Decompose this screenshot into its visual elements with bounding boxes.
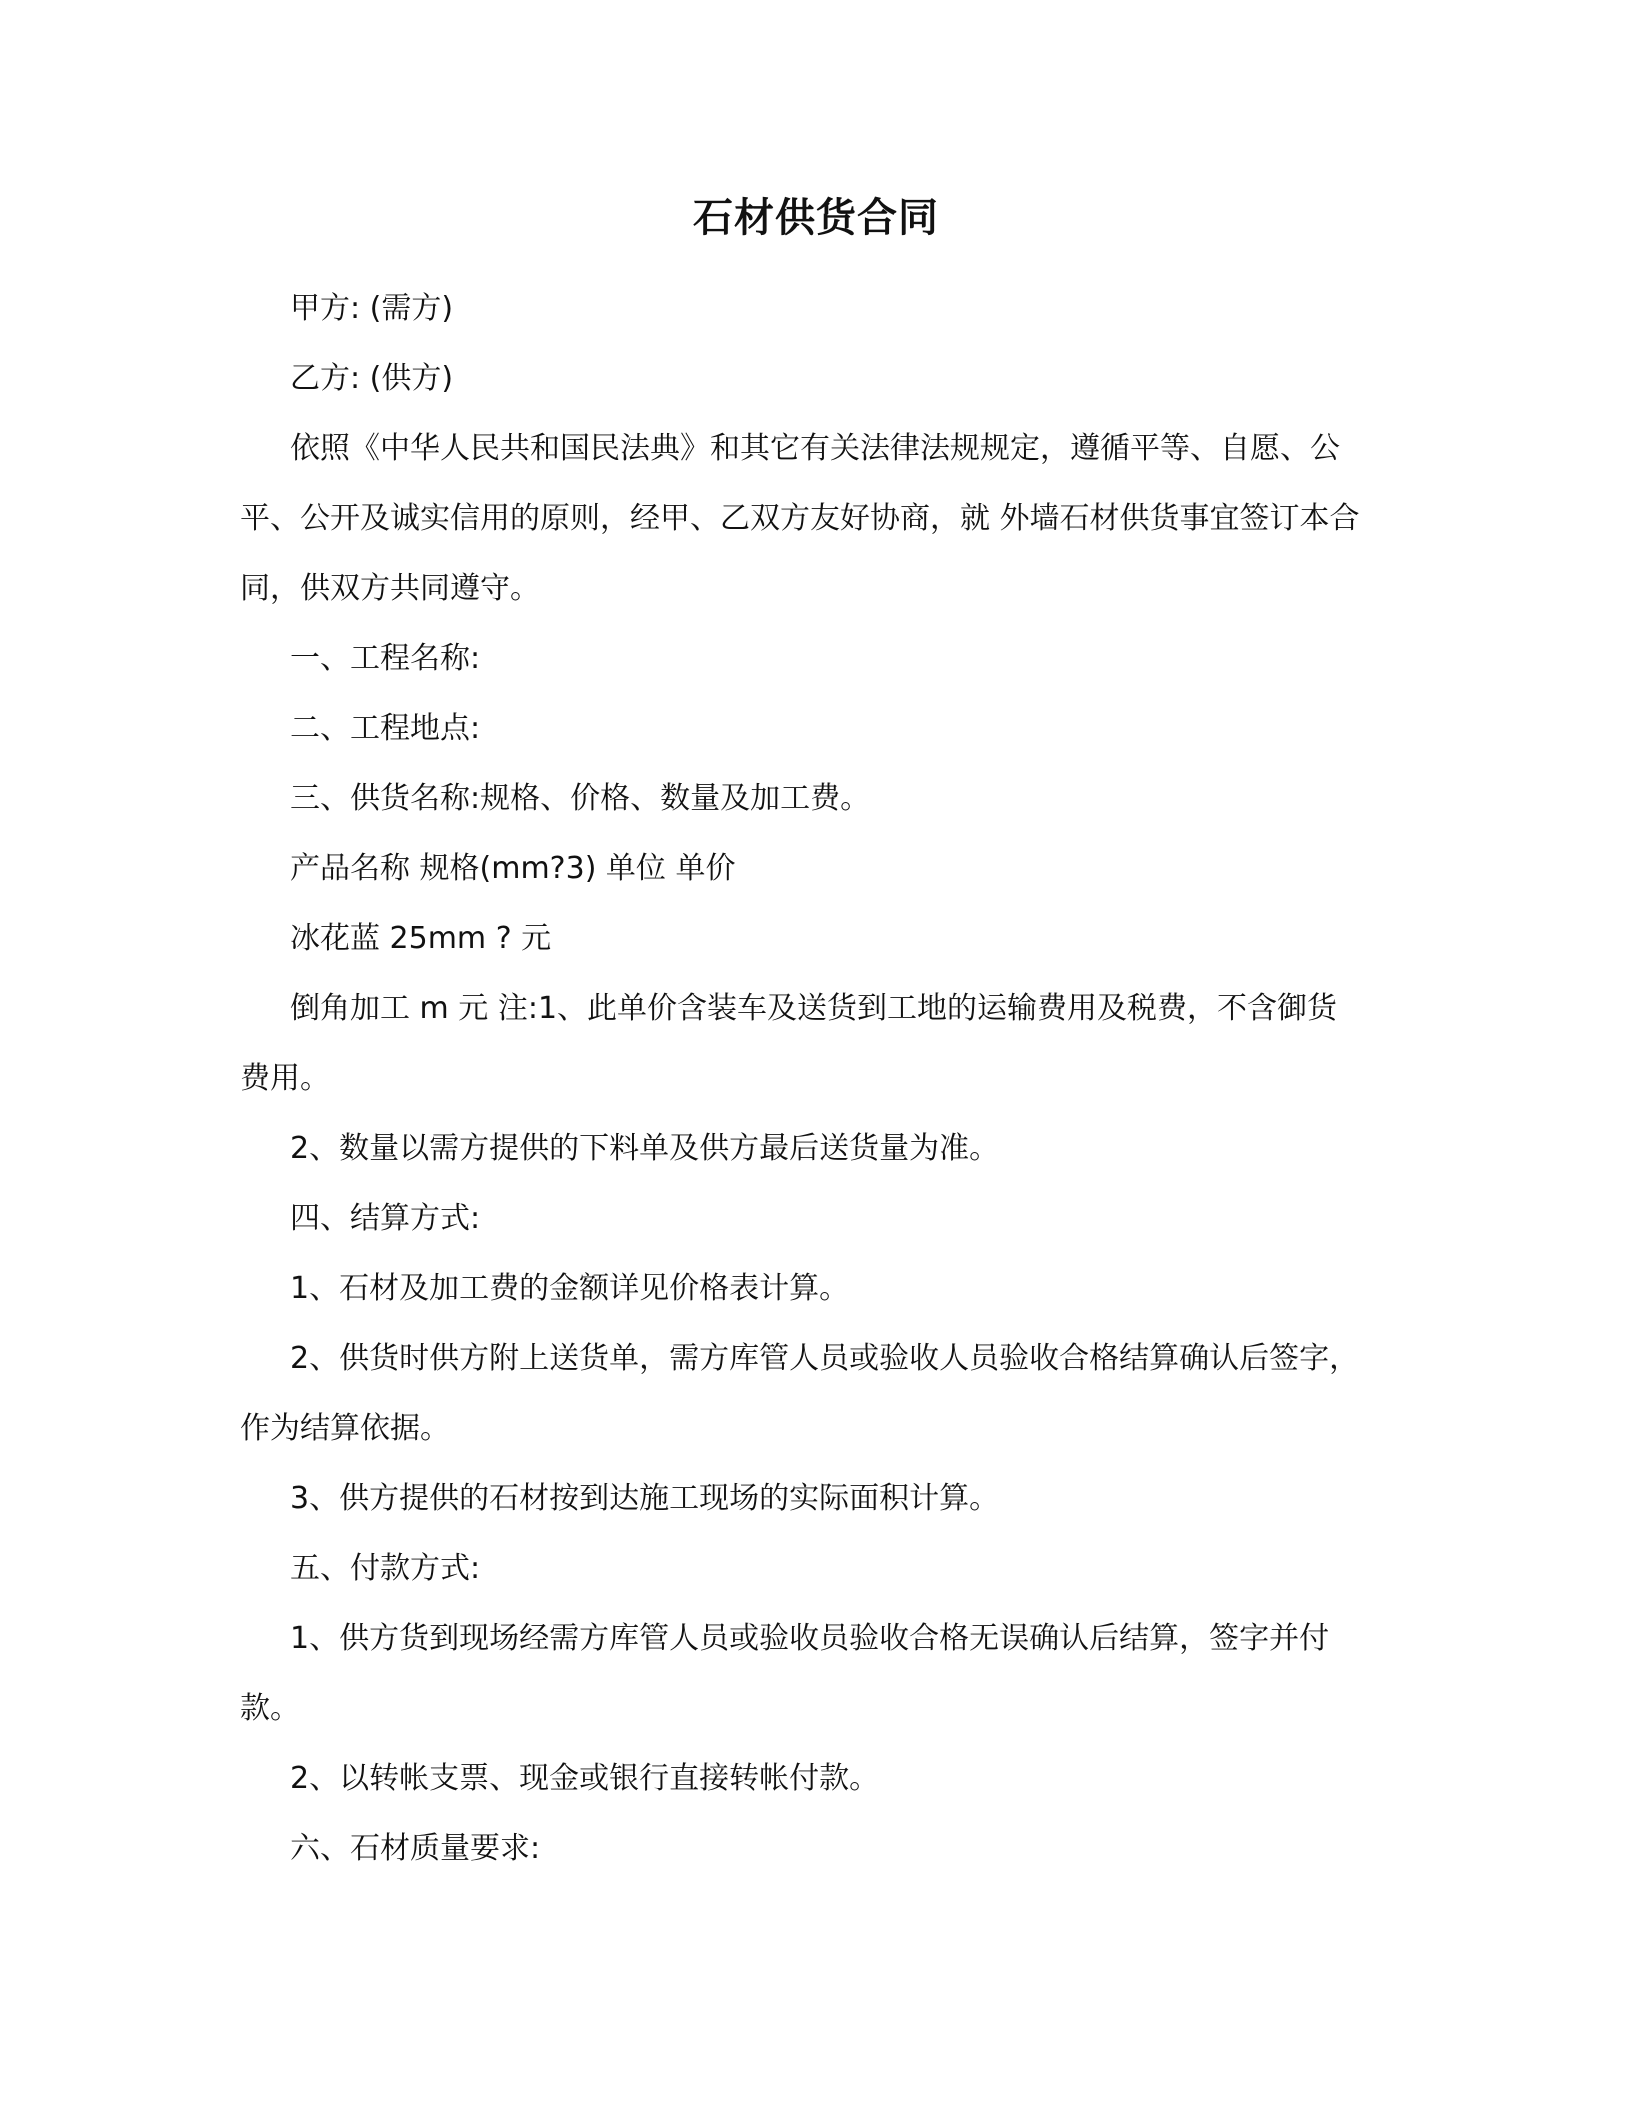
section-supply-items: 三、供货名称:规格、价格、数量及加工费。 — [290, 781, 871, 816]
quantity-note: 2、数量以需方提供的下料单及供方最后送货量为准。 — [290, 1131, 1000, 1166]
product-table-header: 产品名称 规格(mm?3) 单位 单价 — [290, 851, 736, 886]
party-a-line: 甲方: (需方) — [290, 291, 454, 326]
party-b-line: 乙方: (供方) — [290, 361, 454, 396]
intro-paragraph: 依照《中华人民共和国民法典》和其它有关法律法规规定，遵循平等、自愿、公平、公开及诚实信用的原则，经甲、乙双方友好协商，就 外墙石材供货事宜签订本合同，供双方共同遵守。 — [240, 431, 1360, 606]
payment-item-2: 2、以转帐支票、现金或银行直接转帐付款。 — [290, 1761, 880, 1796]
section-quality: 六、石材质量要求: — [290, 1831, 541, 1866]
section-settlement: 四、结算方式: — [290, 1201, 481, 1236]
settlement-item-2: 2、供货时供方附上送货单，需方库管人员或验收人员验收合格结算确认后签字，作为结算依据。 — [240, 1341, 1360, 1446]
section-project-name: 一、工程名称: — [290, 641, 481, 676]
payment-item-1: 1、供方货到现场经需方库管人员或验收员验收合格无误确认后结算，签字并付款。 — [240, 1621, 1330, 1726]
settlement-item-1: 1、石材及加工费的金额详见价格表计算。 — [290, 1271, 850, 1306]
document-title: 石材供货合同 — [693, 195, 939, 241]
section-project-location: 二、工程地点: — [290, 711, 481, 746]
settlement-item-3: 3、供方提供的石材按到达施工现场的实际面积计算。 — [290, 1481, 1000, 1516]
product-row-processing-note: 倒角加工 m 元 注:1、此单价含装车及送货到工地的运输费用及税费，不含御货费用。 — [240, 991, 1338, 1096]
section-payment: 五、付款方式: — [290, 1551, 481, 1586]
document-body — [240, 274, 1360, 1884]
product-row-stone: 冰花蓝 25mm ? 元 — [290, 921, 552, 956]
